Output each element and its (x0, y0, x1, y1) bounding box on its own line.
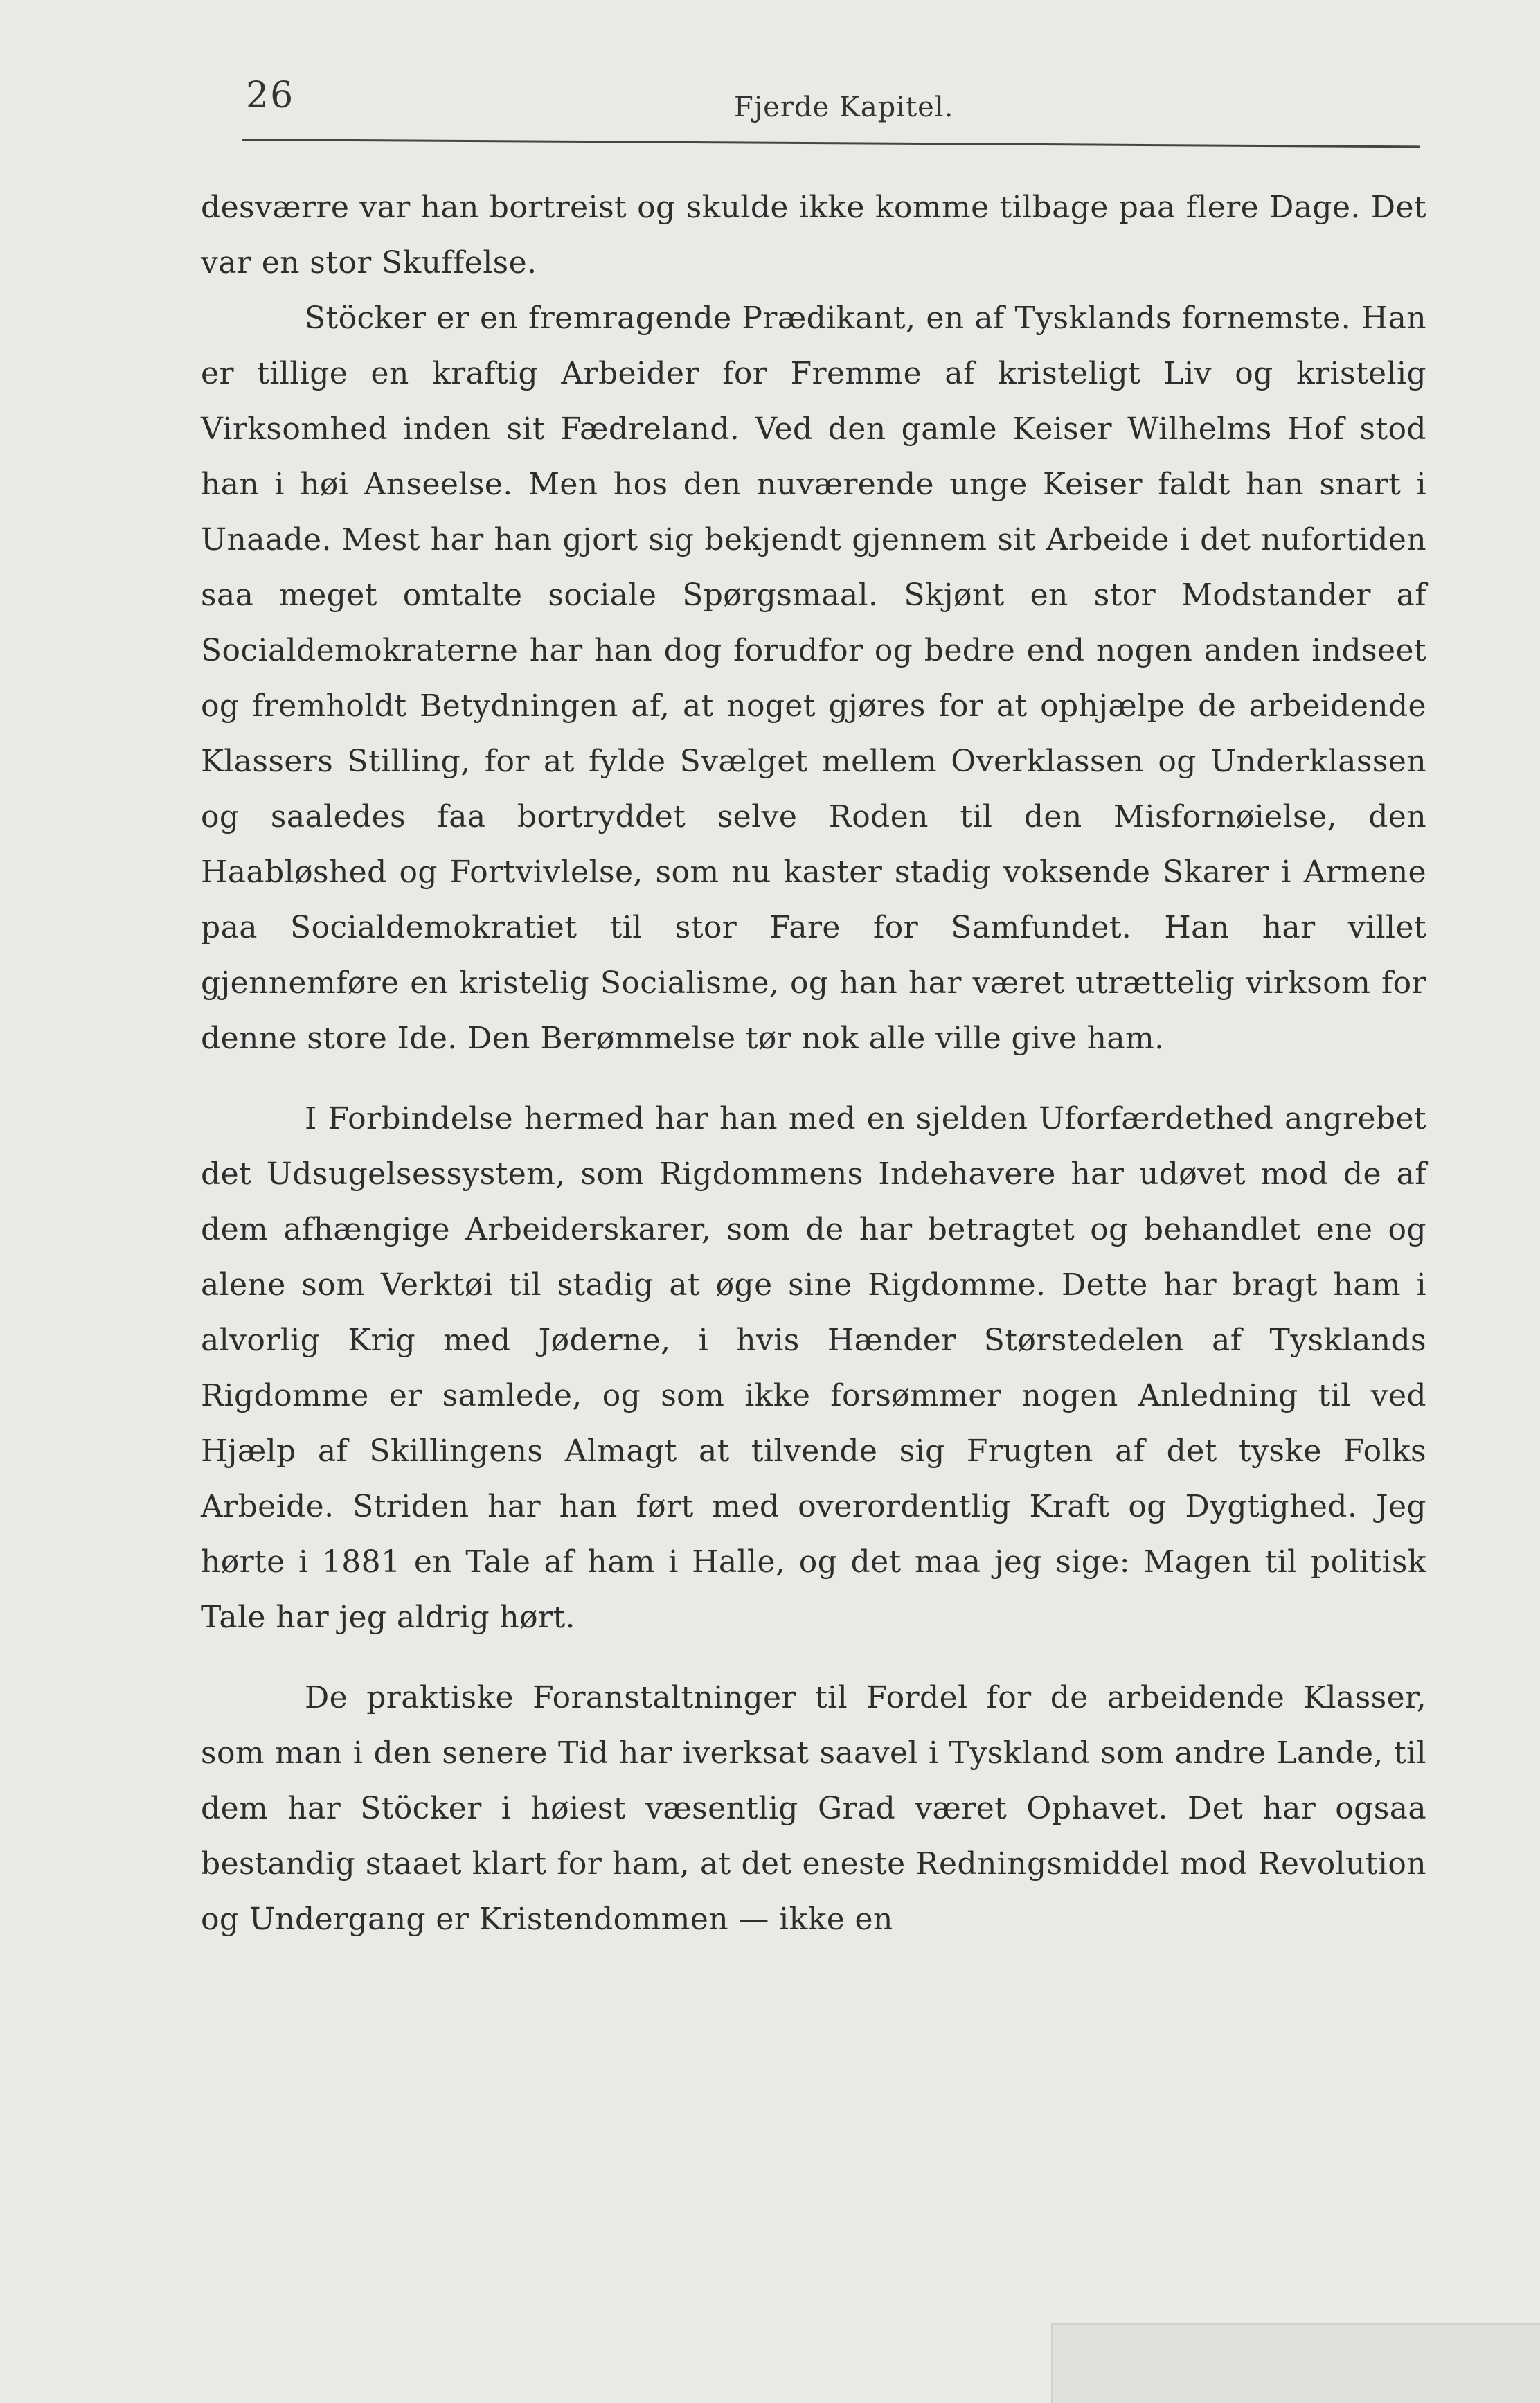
running-title: Fjerde Kapitel. (734, 91, 954, 123)
scan-corner-patch (1051, 2323, 1540, 2403)
paragraph-2: Stöcker er en fremragende Prædikant, en af Tysklands fornemste. Han er tillige en kraftig Arbeider for Fremme af kristeligt Liv og kristelig Virksomhed inden sit Fædreland. Ved den gamle Keiser Wilhelms Hof stod han i høi Anseelse. Men hos den nuværende unge Keiser faldt han snart i Unaade. Mest har han gjort sig bekjendt gjennem sit Arbeide i det nufortiden saa meget omtalte sociale Spørgsmaal. Skjønt en stor Modstander af Socialdemokraterne har han dog forudfor og bedre end nogen anden indseet og fremholdt Betydningen af, at noget gjøres for at ophjælpe de arbeidende Klassers Stilling, for at fylde Svælget mellem Overklassen og Underklassen og saaledes faa bortryddet selve Roden til den Misfornøielse, den Haabløshed og Fortvivlelse, som nu kaster stadig voksende Skarer i Armene paa Socialdemokratiet til stor Fare for Samfundet. Han har villet gjennemføre en kristelig Socialisme, og han har været utrættelig virksom for denne store Ide. Den Berømmelse tør nok alle ville give ham. (201, 301, 1426, 1056)
header-rule (242, 139, 1420, 148)
paragraph-4: De praktiske Foranstaltninger til Fordel for de arbeidende Klasser, som man i den senere Tid har iverksat saavel i Tyskland som andre Lande, til dem har Stöcker i høiest væsentlig Grad været Ophavet. Det har ogsaa bestandig staaet klart for ham, at det eneste Redningsmiddel mod Revolution og Undergang er Kristendommen — ikke en (201, 1680, 1426, 1937)
page-number: 26 (246, 75, 295, 116)
body-text (201, 180, 1426, 1947)
paragraph-3: I Forbindelse hermed har han med en sjelden Uforfærdethed angrebet det Udsugelsessystem, som Rigdommens Indehavere har udøvet mod de af dem afhængige Arbeiderskarer, som de har betragtet og behandlet ene og alene som Verktøi til stadig at øge sine Rigdomme. Dette har bragt ham i alvorlig Krig med Jøderne, i hvis Hænder Størstedelen af Tysklands Rigdomme er samlede, og som ikke forsømmer nogen Anledning til ved Hjælp af Skillingens Almagt at tilvende sig Frugten af det tyske Folks Arbeide. Striden har han ført med overordentlig Kraft og Dygtighed. Jeg hørte i 1881 en Tale af ham i Halle, og det maa jeg sige: Magen til politisk Tale har jeg aldrig hørt. (201, 1101, 1426, 1635)
paragraph-1: desværre var han bortreist og skulde ikke komme tilbage paa flere Dage. Det var en stor Skuffelse. (201, 190, 1426, 280)
